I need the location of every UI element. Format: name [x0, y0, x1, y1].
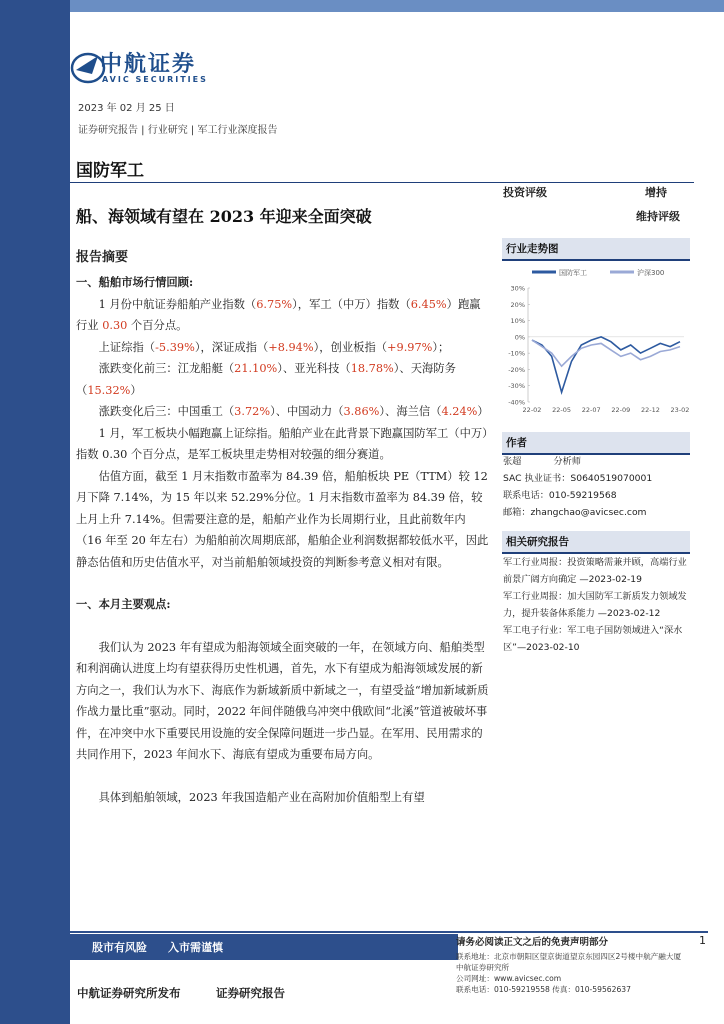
publisher-type: 证券研究报告	[216, 986, 285, 1000]
industry-chart	[502, 262, 690, 420]
publisher: 中航证券研究所发布	[77, 986, 181, 1000]
y-tick-label: 10%	[510, 317, 525, 326]
footer-phone: 联系电话：010-59219558 传真：010-59562637	[456, 985, 631, 994]
y-tick-label: -10%	[508, 349, 525, 358]
x-tick-label: 22-02	[522, 406, 542, 414]
chart-heading: 行业走势图	[502, 238, 690, 261]
related-item[interactable]: 军工行业周报：加大国防军工新质发力领域发力，提升装备体系能力 —2023-02-12	[503, 591, 687, 619]
analyst-phone: 联系电话：010-59219568	[503, 490, 617, 501]
risk-text-2: 入市需谨慎	[168, 941, 223, 954]
chart-section	[502, 238, 690, 261]
logo-text-en: AVIC SECURITIES	[102, 75, 208, 84]
footer-info	[456, 951, 696, 995]
y-tick-label: 0%	[514, 333, 525, 342]
analyst-section	[502, 432, 690, 455]
risk-text-1: 股市有风险	[92, 941, 147, 954]
related-item[interactable]: 军工电子行业：军工电子国防领域进入“深水区”—2023-02-10	[503, 625, 683, 653]
paragraph: 涨跌变化后三：中国重工（3.72%）、中国动力（3.86%）、海兰信（4.24%）	[98, 405, 489, 418]
footer-divider	[70, 931, 708, 933]
report-type: 证券研究报告 | 行业研究 | 军工行业深度报告	[78, 125, 278, 136]
divider	[70, 182, 694, 183]
y-tick-label: -40%	[508, 398, 525, 407]
left-sidebar-band	[0, 0, 70, 1024]
x-tick-label: 22-09	[611, 406, 631, 414]
analyst-email[interactable]: 邮箱：zhangchao@avicsec.com	[503, 507, 647, 518]
legend-label: 沪深300	[637, 269, 665, 277]
related-heading: 相关研究报告	[502, 531, 690, 554]
x-tick-label: 22-05	[552, 406, 572, 414]
related-list	[503, 554, 693, 656]
paragraph: 估值方面，截至 1 月末指数市盈率为 84.39 倍，船舶板块 PE（TTM）较 12 月下降 7.14%，为 15 年以来 52.29%分位。1 月末指数市盈率为 84.39 倍，较上月上升 7.14%。但需要注意的是，船舶产业作为长周期行业，且此前数年内（16 年至 20 年左右）为船舶前次周期底部，船舶企业利润数据都较低水平，因此静态估值和历史估值水平，对当前船舶领域投资的判断参考意义相对有限。	[76, 469, 489, 569]
analyst-title: 分析师	[553, 456, 582, 467]
y-tick-label: -30%	[508, 382, 525, 391]
report-title: 船、海领域有望在 2023 年迎来全面突破	[76, 207, 372, 226]
section-heading: 一、船舶市场行情回顾:	[76, 275, 194, 289]
y-tick-label: 30%	[510, 284, 525, 293]
main-body	[76, 272, 490, 808]
legend-label: 国防军工	[559, 269, 587, 277]
related-item[interactable]: 军工行业周报：投资策略需兼并顾，高端行业前景广阔方向确定 —2023-02-19	[503, 557, 687, 585]
disclaimer: 请务必阅读正文之后的免责声明部分	[456, 937, 609, 948]
analyst-heading: 作者	[502, 432, 690, 455]
rating-sub: 维持评级	[636, 210, 680, 223]
footer-website[interactable]: 公司网址：www.avicsec.com	[456, 974, 562, 983]
footer-org: 中航证券研究所	[456, 963, 510, 972]
footer-address: 联系地址：北京市朝阳区望京街道望京东园四区2号楼中航产融大厦	[456, 952, 682, 961]
sector-title: 国防军工	[76, 161, 144, 181]
summary-heading: 报告摘要	[76, 250, 129, 265]
related-section	[502, 531, 690, 554]
rating-value: 增持	[645, 186, 667, 199]
top-color-band	[70, 0, 724, 12]
paragraph: 涨跌变化前三：江龙船艇（21.10%）、亚光科技（18.78%）、天海防务（15.32%）	[76, 362, 456, 397]
analyst-info	[503, 453, 693, 521]
paragraph: 1 月，军工板块小幅跑赢上证综指。船舶产业在此背景下跑赢国防军工（中万）指数 0.30 个百分点，是军工板块里走势相对较强的细分赛道。	[76, 426, 488, 461]
paragraph: 上证综指（-5.39%），深证成指（+8.94%），创业板指（+9.97%）；	[98, 340, 450, 354]
logo-text-cn: 中航证券	[100, 52, 197, 77]
chart-svg	[502, 262, 690, 420]
section-heading: 一、本月主要观点:	[76, 597, 171, 611]
x-tick-label: 22-12	[640, 406, 660, 414]
paragraph: 具体到船舶领域，2023 年我国造船产业在高附加价值船型上有望	[98, 790, 425, 804]
analyst-sac: SAC 执业证书：S0640519070001	[503, 473, 653, 484]
x-tick-label: 23-02	[670, 406, 690, 414]
report-date: 2023 年 02 月 25 日	[78, 103, 175, 114]
x-tick-label: 22-07	[581, 406, 601, 414]
paragraph: 1 月份中航证券船舶产业指数（6.75%），军工（中万）指数（6.45%）跑赢行业 0.30 个百分点。	[76, 297, 481, 332]
page-number: 1	[699, 934, 706, 947]
paragraph: 我们认为 2023 年有望成为船海领域全面突破的一年，在领域方向、船舶类型和利润确认进度上均有望获得历史性机遇，首先，水下有望成为船海领域发展的新方向之一，我们认为水下、海底作为新域新质中新域之一，有望受益“增加新域新质作战力量比重”驱动。同时，2022 年间伴随俄乌冲突中俄欧间“北溪”管道被破坏事件，在冲突中水下重要民用设施的安全保障问题进一步凸显。在军用、民用需求的共同作用下，2023 年间水下、海底有望成为重要布局方向。	[76, 640, 489, 761]
rating-label: 投资评级	[503, 186, 547, 199]
y-tick-label: -20%	[508, 365, 525, 374]
series-line	[532, 337, 680, 392]
analyst-name: 张超	[503, 456, 522, 467]
y-tick-label: 20%	[510, 300, 525, 309]
